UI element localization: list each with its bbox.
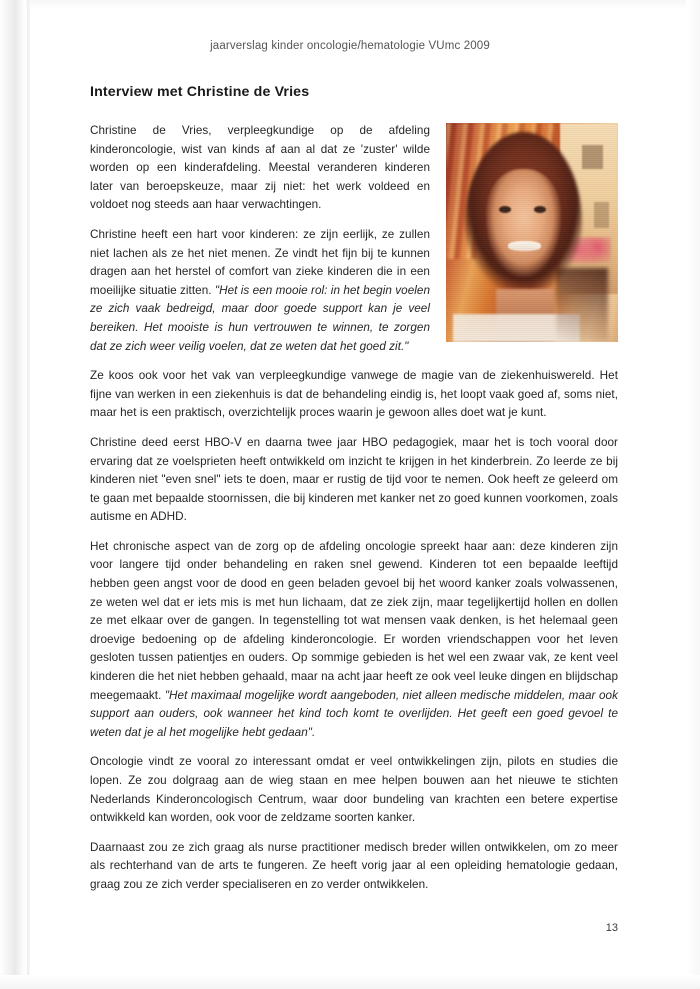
text-run: Christine de Vries, verpleegkundige op de afdeling kinderoncologie, wist van kinds af aan al dat ze 'zuster' wilde worden op een kinderafdeling. Meestal veranderen kinderen later van beroepskeuze, maar zij niet: het werk voldeed en voldoet nog steeds aan haar verwachtingen.: [90, 124, 430, 212]
text-run: Het chronische aspect van de zorg op de afdeling oncologie spreekt haar aan: deze kinderen zijn voor langere tijd onder behandeling en raken snel gewend. Kinderen tot een bepaalde leeftijd hebben geen angst voor de dood en geen beladen gevoel bij het woord kanker zoals volwassenen, ze weten wel dat er iets mis is met hun lichaam, dat ze ziek zijn, maar tegelijkertijd hollen en dollen ze met elkaar over de gangen. In tegenstelling tot wat mensen vaak denken, is het helemaal geen droevige bedoening op de afdeling kinderoncologie. Er worden vriendschappen voor het leven gesloten tussen patientjes en ouders. Op sommige gebieden is het wel een zwaar vak, ze kent veel kinderen die het niet hebben gehaald, maar na acht jaar heeft ze ook veel leuke dingen en blijdschap meegemaakt.: [90, 539, 618, 702]
article-content: [90, 84, 618, 895]
paragraph: [90, 538, 618, 743]
photo-window-second: [594, 202, 609, 228]
paragraph: [90, 434, 618, 527]
text-run: Oncologie vindt ze vooral zo interessant omdat er veel ontwikkelingen zijn, pilots en studies die lopen. Ze zou dolgraag aan de wieg staan en mee helpen bouwen aan het nieuwe te stichten Nederlands Kinderoncologisch Centrum, waar door bundeling van krachten een betere expertise ontwikkeld kan worden, ook voor de zeldzame soorten kanker.: [90, 755, 618, 825]
quote-run: "Het maximaal mogelijke wordt aangeboden, niet alleen medische middelen, maar ook support aan ouders, ook wanneer het kind toch komt te overlijden. Het geeft een goed gevoel te weten dat je al het mogelijke hebt gedaan".: [90, 688, 618, 739]
photo-shadow: [556, 268, 608, 342]
photo-window: [582, 145, 603, 169]
paragraph: [90, 839, 618, 895]
text-run: Christine deed eerst HBO-V en daarna twee jaar HBO pedagogiek, maar het is toch vooral door ervaring dat ze voelsprieten heeft ontwikkeld om inzicht te krijgen in het kinderbrein. Zo leerde ze bij kinderen niet "even snel" iets te doen, maar er rustig de tijd voor te nemen. Ook heeft ze geleerd om te gaan met bepaalde stoornissen, die bij kinderen met kanker net zo goed kunnen voorkomen, zoals autisme en ADHD.: [90, 435, 618, 524]
photo-smile: [508, 241, 541, 251]
page-title: Interview met Christine de Vries: [90, 84, 310, 100]
paragraph: [90, 367, 618, 423]
portrait-photo: [446, 123, 618, 342]
text-run: Daarnaast zou ze zich graag als nurse practitioner medisch breder willen ontwikkelen, om zo meer als rechterhand van de arts te fungeren. Ze heeft vorig jaar al een opleiding hematologie gedaan, graag zou ze zich verder specialiseren en zo verder ontwikkelen.: [90, 840, 618, 891]
text-run: Christine heeft een hart voor kinderen: ze zijn eerlijk, ze zullen niet lachen als ze het niet menen. Ze vindt het fijn bij te kunnen dragen aan het herstel of comfort van zieke kinderen die in een moeilijke situatie zitten.: [90, 227, 430, 297]
page-number: 13: [605, 922, 618, 934]
running-head: jaarverslag kinder oncologie/hematologie VUmc 2009: [210, 40, 490, 52]
text-run: Ze koos ook voor het vak van verpleegkundige vanwege de magie van de ziekenhuiswereld. Het fijne van werken in een ziekenhuis is dat de behandeling eindig is, het loopt vaak goed af, soms niet, maar het is een praktisch, overzichtelijk proces waarin je gewoon alles doet wat je kunt.: [90, 369, 618, 420]
paragraph: [90, 753, 618, 827]
quote-run: "Het is een mooie rol: in het begin voelen ze zich vaak bedreigd, maar door goede support kan je veel bereiken. Het mooiste is hun vertrouwen te winnen, te zorgen dat ze zich weer veilig voelen, dat ze weten dat het goed zit.": [90, 283, 430, 353]
photo-eye-right: [534, 206, 546, 213]
photo-eye-left: [499, 206, 511, 213]
